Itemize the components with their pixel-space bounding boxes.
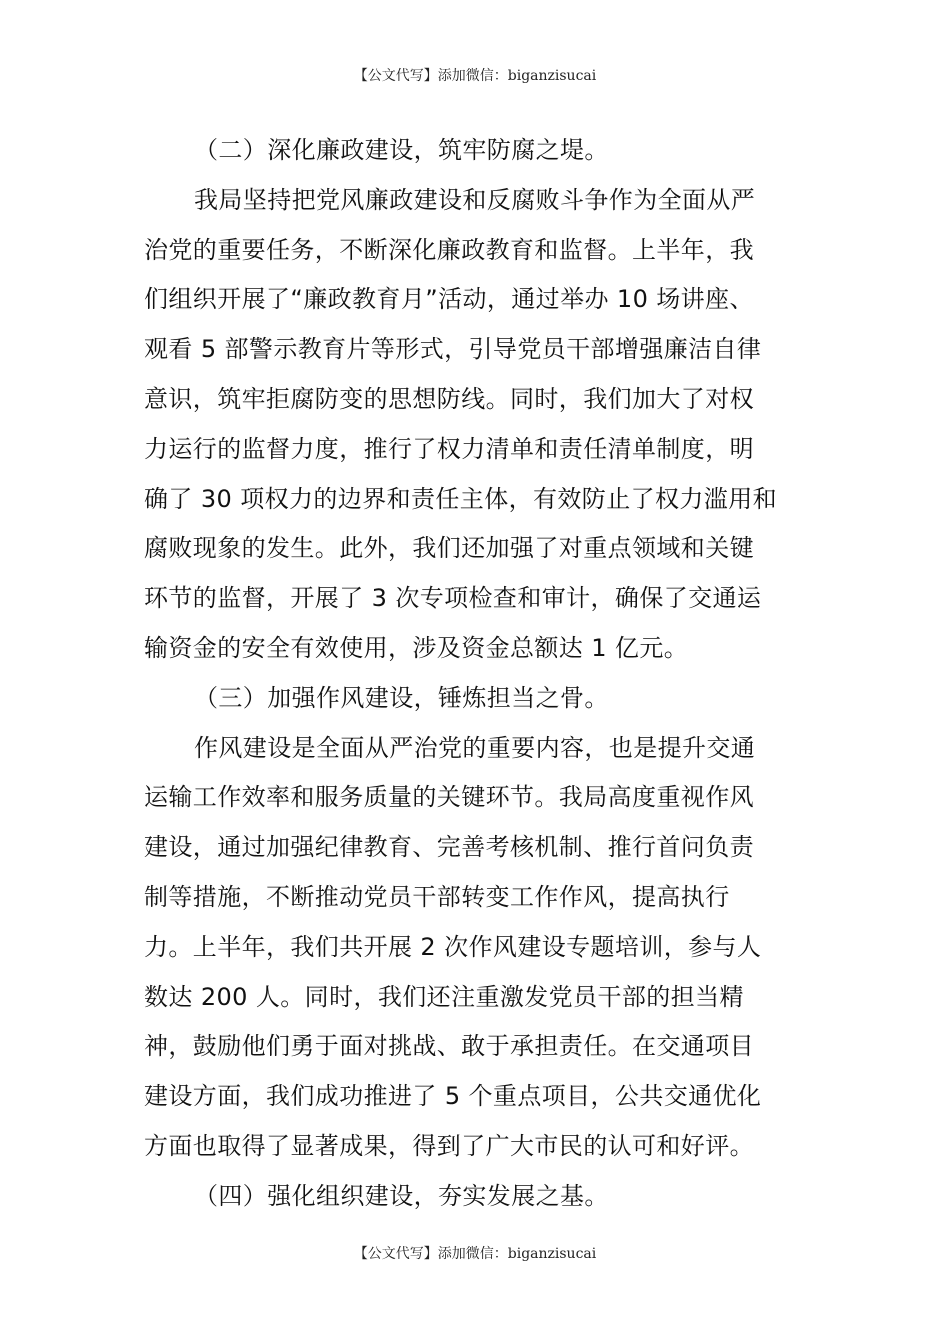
paragraph-line: 环节的监督，开展了 3 次专项检查和审计，确保了交通运 [144, 584, 762, 613]
paragraph-line: 腐败现象的发生。此外，我们还加强了对重点领域和关键 [144, 534, 754, 563]
paragraph-line: 确了 30 项权力的边界和责任主体，有效防止了权力滥用和 [144, 484, 777, 513]
section-heading-3: （三）加强作风建设，锤炼担当之骨。 [194, 683, 609, 712]
paragraph-line: 观看 5 部警示教育片等形式，引导党员干部增强廉洁自律 [144, 335, 762, 364]
paragraph-line: 制等措施，不断推动党员干部转变工作作风，提高执行 [144, 882, 730, 911]
paragraph-line: 神，鼓励他们勇于面对挑战、敢于承担责任。在交通项目 [144, 1032, 754, 1061]
paragraph-line: 数达 200 人。同时，我们还注重激发党员干部的担当精 [144, 982, 744, 1011]
paragraph-line: 运输工作效率和服务质量的关键环节。我局高度重视作风 [144, 783, 754, 812]
paragraph-line: 治党的重要任务，不断深化廉政教育和监督。上半年，我 [144, 235, 754, 264]
section-heading-2: （二）深化廉政建设，筑牢防腐之堤。 [194, 136, 609, 164]
paragraph-line: 我局坚持把党风廉政建设和反腐败斗争作为全面从严 [194, 185, 756, 214]
paragraph-line: 建设，通过加强纪律教育、完善考核机制、推行首问负责 [144, 833, 754, 862]
paragraph-line: 们组织开展了“廉政教育月”活动，通过举办 10 场讲座、 [144, 285, 754, 314]
footer-watermark-note: 【公文代写】添加微信：biganzisucai [353, 1246, 597, 1262]
paragraph-line: 意识，筑牢拒腐防变的思想防线。同时，我们加大了对权 [144, 384, 754, 413]
section-heading-4: （四）强化组织建设，夯实发展之基。 [194, 1181, 609, 1210]
paragraph-line: 力。上半年，我们共开展 2 次作风建设专题培训，参与人 [144, 932, 762, 961]
header-watermark-note: 【公文代写】添加微信：biganzisucai [353, 68, 597, 84]
paragraph-line: 力运行的监督力度，推行了权力清单和责任清单制度，明 [144, 434, 754, 463]
document-body [144, 126, 810, 1222]
paragraph-line: 方面也取得了显著成果，得到了广大市民的认可和好评。 [144, 1131, 754, 1160]
paragraph-line: 输资金的安全有效使用，涉及资金总额达 1 亿元。 [144, 633, 689, 662]
paragraph-line: 作风建设是全面从严治党的重要内容，也是提升交通 [194, 733, 756, 762]
paragraph-line: 建设方面，我们成功推进了 5 个重点项目，公共交通优化 [144, 1082, 762, 1111]
